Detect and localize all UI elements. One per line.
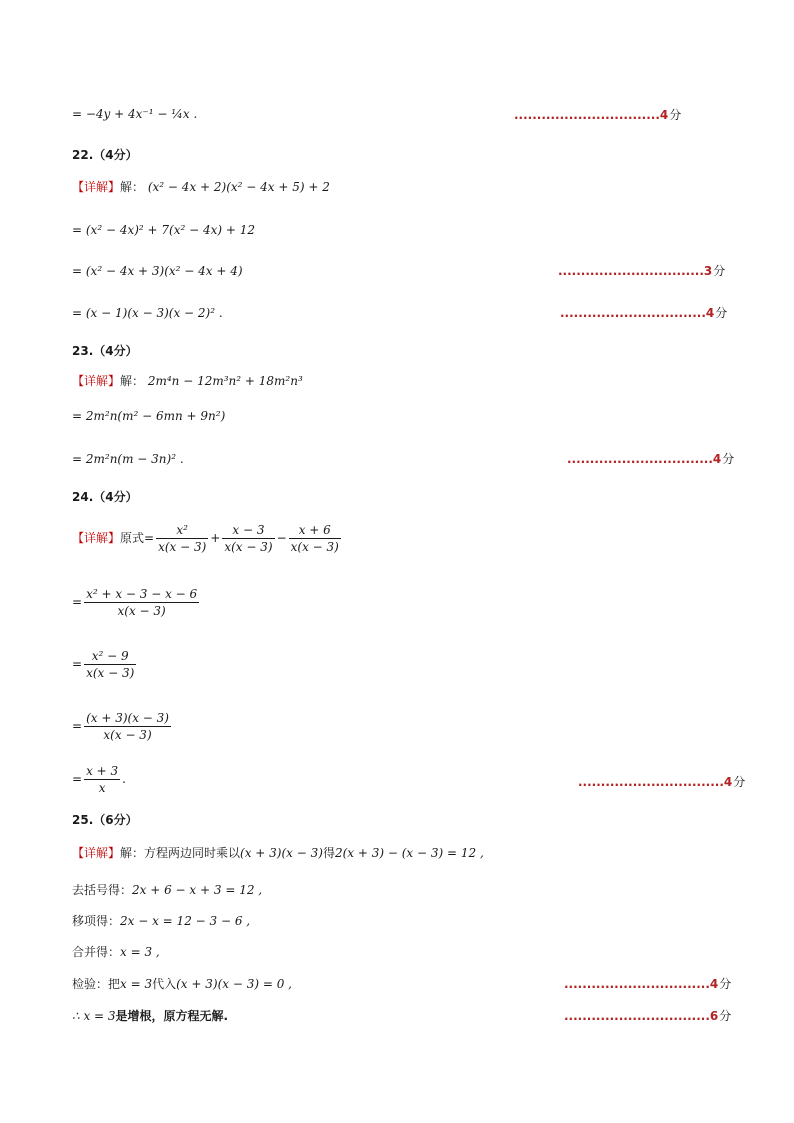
q22-expression: (x² − 4x + 2)(x² − 4x + 5) + 2 [147,180,330,194]
q24-step-3: = $\frac{(x + 3)(x - 3)}{x(x - 3)}$ [72,711,169,742]
q24-frac-1: $\frac{\text{x²}}{x(x - 3)}$ [158,523,207,554]
q23-header: 23.（4分） [72,344,138,358]
q22-header: 22.（4分） [72,148,138,162]
q22-score-2: ................................4分 [560,306,728,320]
q22-tag: 【详解】 [72,180,121,194]
q25-line-4: 合并得：x = 3 , [72,945,160,959]
q23-intro-line: 【详解】解： 2m⁴n − 12m³n² + 18m²n³ [72,374,303,388]
q22-step-1: = (x² − 4x)² + 7(x² − 4x) + 12 [72,223,256,237]
q25-line-3: 移项得：2x − x = 12 − 3 − 6 , [72,914,251,928]
q22-step-3: = (x − 1)(x − 3)(x − 2)² . [72,306,223,320]
q22-score-1: ................................3分 [558,264,726,278]
q24-step-1: = $\frac{\text{x² + x − 3 − x − 6}}{x(x - 3)}$ [72,587,198,618]
q24-step-2: = $\frac{\text{x² − 9}}{x(x - 3)}$ [72,649,135,680]
q25-header: 25.（6分） [72,813,138,827]
q22-step-2: = (x² − 4x + 3)(x² − 4x + 4) [72,264,243,278]
q21-final-line: = −4y + 4x⁻¹ − ¼x . [72,107,198,121]
q25-line-6: ∴ x = 3是增根，原方程无解. [72,1009,229,1023]
q24-frac-3: $\frac{x + 6}{x(x - 3)}$ [290,523,339,554]
q21-score: ................................4分 [514,108,682,122]
q25-line-1: 【详解】解：方程两边同时乘以(x + 3)(x − 3)得2(x + 3) − (x − 3) = 12 , [72,846,484,860]
q23-score: ................................4分 [567,452,735,466]
q23-step-2: = 2m²n(m − 3n)² . [72,452,184,466]
q25-line-5: 检验：把x = 3代入(x + 3)(x − 3) = 0 , [72,977,292,991]
q22-intro-line: 【详解】解： (x² − 4x + 2)(x² − 4x + 5) + 2 [72,180,330,194]
q24-tag: 【详解】 [72,531,121,545]
q24-intro-line: 【详解】原式= $\frac{\text{x²}}{x(x - 3)}$ + $\frac{x - 3}{x(x - 3)}$ − $\frac{x + 6}{x(x - 3)}$ [72,523,339,554]
q25-score-2: ................................6分 [564,1009,732,1023]
q24-step-4: = $\frac{x + 3}{x}$ . [72,764,126,795]
q24-frac-2: $\frac{x - 3}{x(x - 3)}$ [224,523,273,554]
q23-tag: 【详解】 [72,374,121,388]
q24-header: 24.（4分） [72,490,138,504]
q25-line-2: 去括号得：2x + 6 − x + 3 = 12 , [72,883,263,897]
q25-score-1: ................................4分 [564,977,732,991]
q23-expression: 2m⁴n − 12m³n² + 18m²n³ [147,374,303,388]
q24-score: ................................4分 [578,775,746,789]
q23-step-1: = 2m²n(m² − 6mn + 9n²) [72,409,226,423]
q25-tag: 【详解】 [72,846,121,860]
